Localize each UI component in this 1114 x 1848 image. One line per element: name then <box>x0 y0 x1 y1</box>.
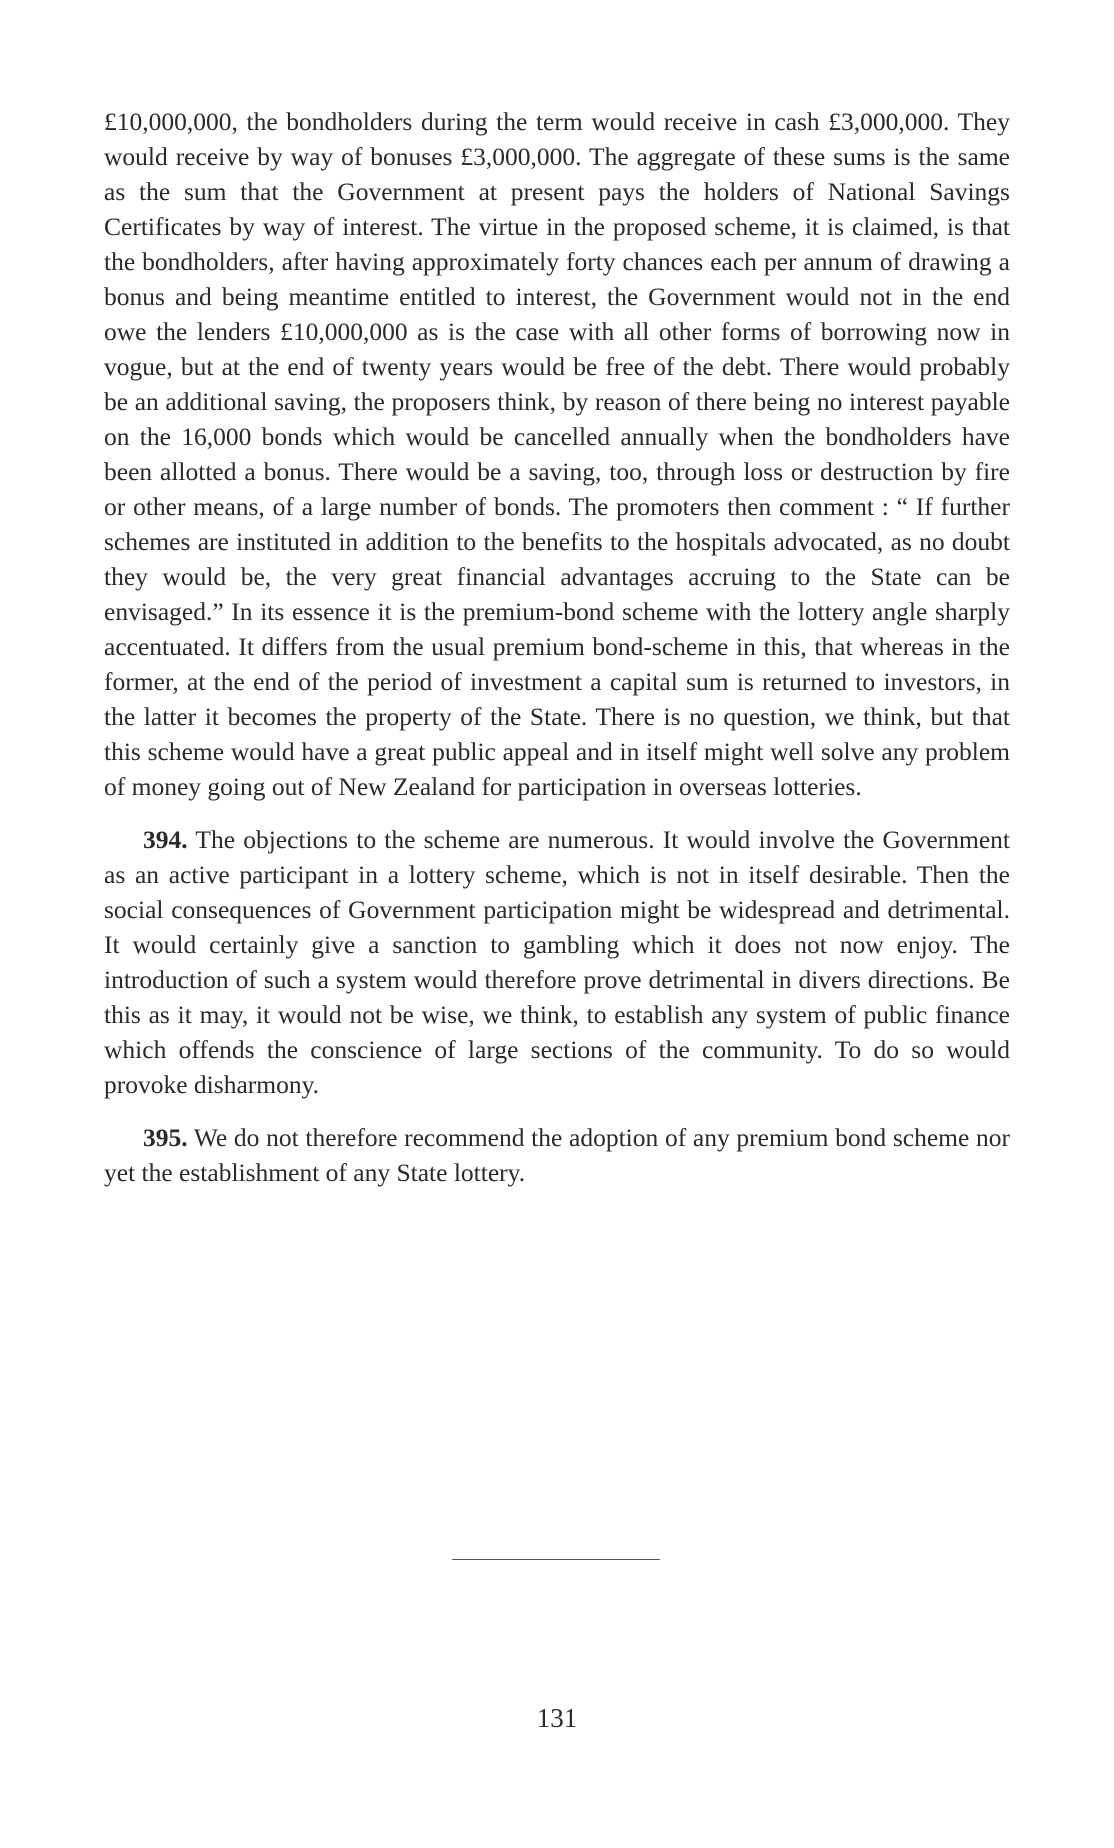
paragraph-text: The objections to the scheme are numerous. It would involve the Government as an active participant in a lottery scheme, which is not in itself desirable. Then the social consequences of Government participation might be widespread and detrimental. It would certainly give a sanction to gambling which it does not now enjoy. The introduction of such a system would therefore prove detrimental in divers directions. Be this as it may, it would not be wise, we think, to establish any system of public finance which offends the conscience of large sections of the community. To do so would provoke disharmony. <box>104 825 1010 1099</box>
paragraph-continuation <box>104 104 1010 804</box>
page-number: 131 <box>536 1703 578 1733</box>
paragraph-394 <box>104 822 1010 1102</box>
paragraph-number: 395. <box>143 1123 188 1152</box>
section-divider <box>452 1559 660 1560</box>
paragraph-text: We do not therefore recommend the adoption of any premium bond scheme nor yet the establishment of any State lottery. <box>104 1123 1011 1187</box>
paragraph-number: 394. <box>143 825 188 854</box>
paragraph-text: £10,000,000, the bondholders during the term would receive in cash £3,000,000. They would receive by way of bonuses £3,000,000. The aggregate of these sums is the same as the sum that the Government at present pays the holders of National Savings Certificates by way of interest. The virtue in the proposed scheme, it is claimed, is that the bondholders, after having approximately forty chances each per annum of drawing a bonus and being meantime entitled to interest, the Government would not in the end owe the lenders £10,000,000 as is the case with all other forms of borrowing now in vogue, but at the end of twenty years would be free of the debt. There would probably be an additional saving, the proposers think, by reason of there being no interest payable on the 16,000 bonds which would be cancelled annually when the bondholders have been allotted a bonus. There would be a saving, too, through loss or destruction by fire or other means, of a large number of bonds. The promoters then comment : “ If further schemes are instituted in addition to the benefits to the hospitals advocated, as no doubt they would be, the very great financial advantages accruing to the State can be envisaged.” In its essence it is the premium-bond scheme with the lottery angle sharply accentuated. It differs from the usual premium bond-scheme in this, that whereas in the former, at the end of the period of investment a capital sum is returned to investors, in the latter it becomes the property of the State. There is no question, we think, but that this scheme would have a great public appeal and in itself might well solve any problem of money going out of New Zealand for participation in overseas lotteries. <box>104 107 1010 801</box>
page-body <box>104 104 1010 1190</box>
paragraph-395 <box>104 1120 1010 1190</box>
